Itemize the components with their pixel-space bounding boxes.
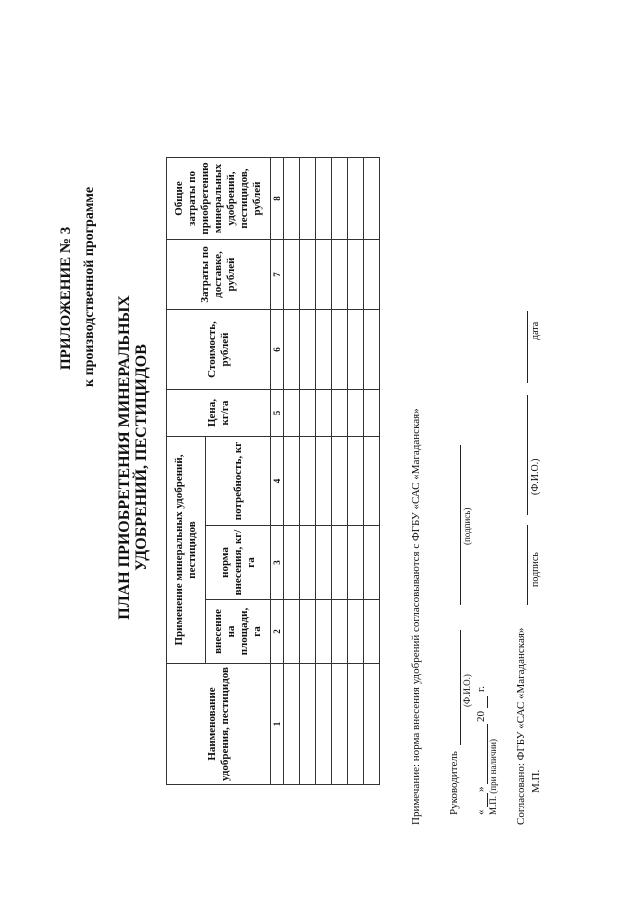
plan-title-line-2: УДОБРЕНИЙ, ПЕСТИЦИДОВ <box>133 344 150 571</box>
appendix-title: ПРИЛОЖЕНИЕ № 3 <box>58 226 74 370</box>
table-row <box>284 158 300 785</box>
table-row <box>316 158 332 785</box>
head-sign-hint: (подпись) <box>462 507 472 545</box>
table-cell[interactable] <box>364 664 380 785</box>
table-cell[interactable] <box>300 526 316 600</box>
column-number: 6 <box>271 310 284 390</box>
date-close-quote: » <box>475 786 487 792</box>
table-cell[interactable] <box>364 158 380 240</box>
agreement-fio-hint: (Ф.И.О.) <box>530 458 541 495</box>
table-cell[interactable] <box>316 437 332 526</box>
table-cell[interactable] <box>300 158 316 240</box>
table-cell[interactable] <box>332 526 348 600</box>
header-name: Наименование удобрения, пестицидов <box>167 664 271 785</box>
head-label: Руководитель <box>448 751 460 815</box>
agreement-label: Согласовано: ФГБУ «САС «Магаданская» <box>515 627 527 825</box>
table-cell[interactable] <box>300 437 316 526</box>
table-cell[interactable] <box>284 526 300 600</box>
table-cell[interactable] <box>284 390 300 437</box>
table-cell[interactable] <box>316 158 332 240</box>
date-open-quote: « <box>475 809 487 815</box>
table-cell[interactable] <box>364 390 380 437</box>
header-delivery: Затраты по доставке, рублей <box>167 240 271 310</box>
table-cell[interactable] <box>300 664 316 785</box>
table-cell[interactable] <box>316 310 332 390</box>
table-cell[interactable] <box>348 310 364 390</box>
table-cell[interactable] <box>348 390 364 437</box>
table-cell[interactable] <box>316 526 332 600</box>
table-cell[interactable] <box>300 600 316 664</box>
table-cell[interactable] <box>284 240 300 310</box>
header-need: потребность, кг <box>206 437 271 526</box>
table-cell[interactable] <box>300 390 316 437</box>
appendix-subtitle: к производственной программе <box>82 186 97 387</box>
table-cell[interactable] <box>332 158 348 240</box>
table-cell[interactable] <box>332 240 348 310</box>
head-signature-line[interactable] <box>460 445 461 605</box>
table-cell[interactable] <box>300 240 316 310</box>
agreement-signature-line[interactable] <box>527 525 528 605</box>
head-fio-hint: (Ф.И.О.) <box>462 674 472 707</box>
year-prefix: 20 <box>475 711 487 722</box>
table-cell[interactable] <box>364 310 380 390</box>
table-row <box>364 158 380 785</box>
agreement-date-line[interactable] <box>527 311 528 383</box>
agreement-mp: М.П. <box>530 769 542 793</box>
table-cell[interactable] <box>316 600 332 664</box>
column-number: 5 <box>271 390 284 437</box>
column-number-row <box>271 158 284 785</box>
table-cell[interactable] <box>284 158 300 240</box>
table-row <box>348 158 364 785</box>
header-rate: норма внесения, кг/га <box>206 526 271 600</box>
column-number: 8 <box>271 158 284 240</box>
table-cell[interactable] <box>332 664 348 785</box>
table-cell[interactable] <box>348 600 364 664</box>
agreement-date-hint: дата <box>530 321 541 340</box>
table-cell[interactable] <box>364 437 380 526</box>
table-cell[interactable] <box>348 526 364 600</box>
head-fio-line[interactable] <box>460 630 461 745</box>
date-year-line[interactable] <box>487 696 488 708</box>
approval-note: Примечание: норма внесения удобрений согласовываются с ФГБУ «САС «Магаданская» <box>410 408 422 825</box>
header-total: Общие затраты по приобретению минеральных удобрений, пестицидов, рублей <box>167 158 271 240</box>
header-area: внесение на площади, га <box>206 600 271 664</box>
table-cell[interactable] <box>348 437 364 526</box>
table-row <box>300 158 316 785</box>
table-cell[interactable] <box>316 390 332 437</box>
table-cell[interactable] <box>332 600 348 664</box>
table-cell[interactable] <box>364 240 380 310</box>
column-number: 1 <box>271 664 284 785</box>
table-cell[interactable] <box>332 390 348 437</box>
table-cell[interactable] <box>316 664 332 785</box>
table-cell[interactable] <box>348 240 364 310</box>
header-price: Цена, кг/га <box>167 390 271 437</box>
table-cell[interactable] <box>316 240 332 310</box>
column-number: 2 <box>271 600 284 664</box>
table-cell[interactable] <box>300 310 316 390</box>
agreement-fio-line[interactable] <box>527 395 528 515</box>
table-cell[interactable] <box>284 310 300 390</box>
table-cell[interactable] <box>364 526 380 600</box>
year-suffix: г. <box>475 685 487 692</box>
column-number: 7 <box>271 240 284 310</box>
column-number: 3 <box>271 526 284 600</box>
column-number: 4 <box>271 437 284 526</box>
table-cell[interactable] <box>348 158 364 240</box>
header-application-group: Применение минеральных удобрений, пестицидов <box>167 437 206 664</box>
table-cell[interactable] <box>332 310 348 390</box>
table-cell[interactable] <box>284 600 300 664</box>
table-row <box>332 158 348 785</box>
agreement-sign-hint: подпись <box>530 552 541 587</box>
mp-hint: М.П. (при наличии) <box>488 739 498 815</box>
plan-title-line-1: ПЛАН ПРИОБРЕТЕНИЯ МИНЕРАЛЬНЫХ <box>116 295 133 620</box>
header-cost: Стоимость, рублей <box>167 310 271 390</box>
table-cell[interactable] <box>284 437 300 526</box>
table-cell[interactable] <box>364 600 380 664</box>
plan-table <box>166 157 380 785</box>
table-cell[interactable] <box>332 437 348 526</box>
table-cell[interactable] <box>284 664 300 785</box>
table-cell[interactable] <box>348 664 364 785</box>
